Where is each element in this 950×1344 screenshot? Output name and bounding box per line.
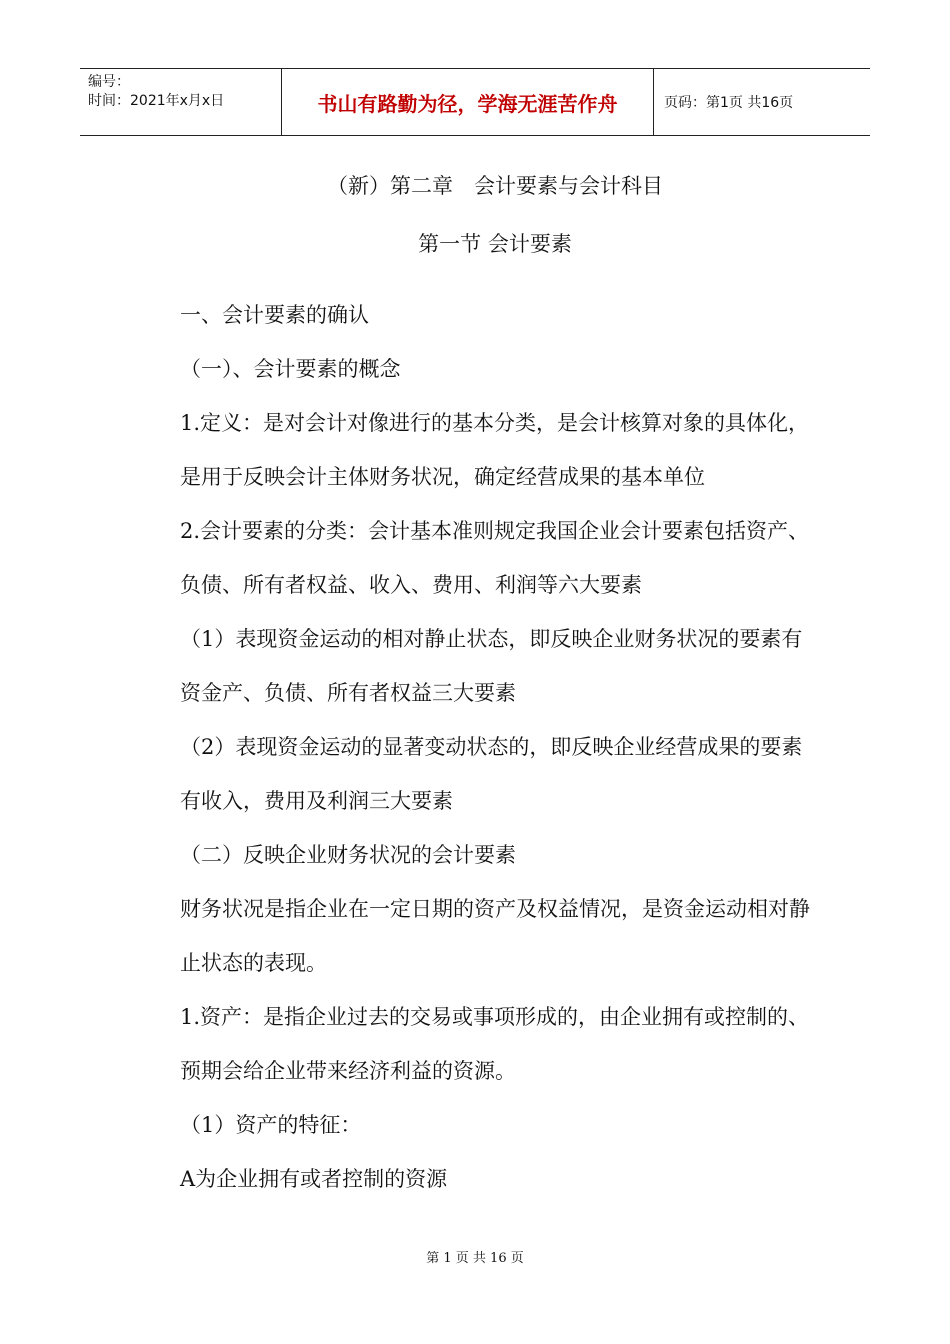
paragraph: 1.资产：是指企业过去的交易或事项形成的，由企业拥有或控制的、预期会给企业带来经济利益的资源。 xyxy=(180,1005,810,1083)
number-label: 编号： xyxy=(88,74,130,90)
chapter-title: （新）第二章 会计要素与会计科目 xyxy=(327,174,663,198)
paragraph: （2）表现资金运动的显著变动状态的，即反映企业经营成果的要素有收入，费用及利润三大要素 xyxy=(180,735,803,813)
paragraph: 2.会计要素的分类：会计基本准则规定我国企业会计要素包括资产、负债、所有者权益、收入、费用、利润等六大要素 xyxy=(180,519,810,597)
document-body xyxy=(180,160,810,1206)
paragraph: （二）反映企业财务状况的会计要素 xyxy=(180,843,516,867)
paragraph: （一）、会计要素的概念 xyxy=(180,357,401,381)
paragraph: （1）表现资金运动的相对静止状态，即反映企业财务状况的要素有资金产、负债、所有者权益三大要素 xyxy=(180,627,803,705)
paragraph: 财务状况是指企业在一定日期的资产及权益情况，是资金运动相对静止状态的表现。 xyxy=(180,897,810,975)
paragraph: 一、会计要素的确认 xyxy=(180,303,369,327)
paragraph: A为企业拥有或者控制的资源 xyxy=(180,1167,448,1191)
paragraph: （1）资产的特征： xyxy=(180,1113,362,1137)
header-meta xyxy=(80,69,282,135)
page-footer: 第 1 页 共 16 页 xyxy=(426,1251,524,1266)
section-title: 第一节 会计要素 xyxy=(418,232,572,256)
time-label: 时间：2021年x月x日 xyxy=(88,93,225,109)
header-page-info: 页码：第1页 共16页 xyxy=(664,95,794,111)
header-motto: 书山有路勤为径，学海无涯苦作舟 xyxy=(282,69,654,135)
page-header xyxy=(80,68,870,136)
paragraph: 1.定义：是对会计对像进行的基本分类，是会计核算对象的具体化，是用于反映会计主体财务状况，确定经营成果的基本单位 xyxy=(180,411,810,489)
